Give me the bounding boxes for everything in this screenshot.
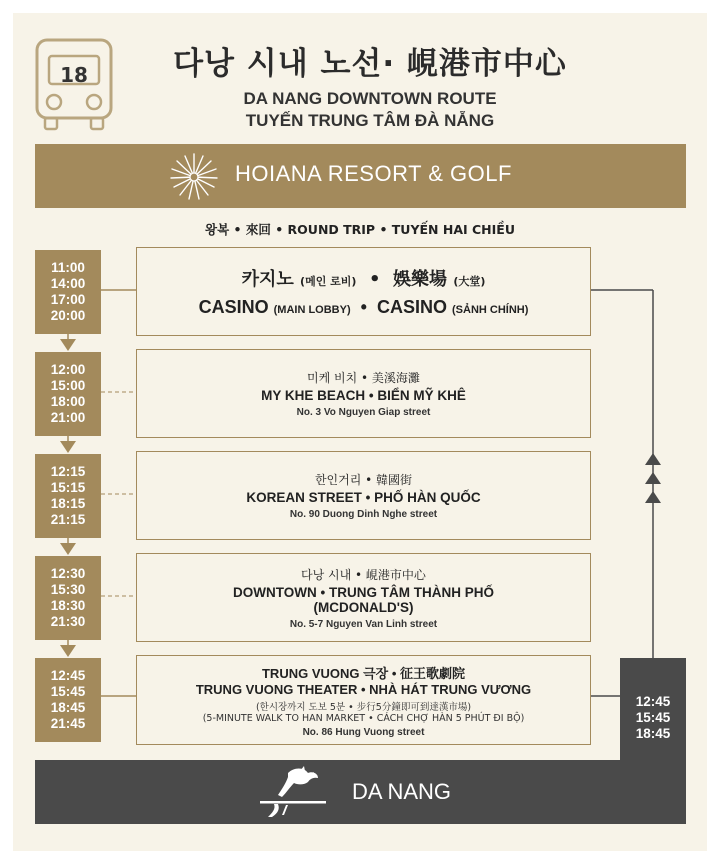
stop-name-native: 다낭 시내 • 峴港市中心 (301, 567, 426, 582)
stop-name: KOREAN STREET • PHỐ HÀN QUỐC (246, 490, 481, 505)
departure-time: 21:45 (50, 716, 86, 731)
stop-name: DOWNTOWN • TRUNG TÂM THÀNH PHỐ (233, 584, 494, 600)
stop-name-native: 카지노 (메인 로비) • 娛樂場 (大堂) (241, 269, 486, 290)
stop-times-3 (35, 454, 101, 538)
title-english: DA NANG DOWNTOWN ROUTE (243, 89, 497, 108)
route-number: 18 (60, 63, 88, 87)
return-time: 15:45 (635, 710, 671, 725)
departure-time: 12:30 (50, 566, 86, 581)
return-time: 12:45 (635, 694, 671, 709)
stop-name-native: TRUNG VUONG 극장 • 征王歌劇院 (261, 665, 465, 681)
stop-name-secondary: (MCDONALD'S) (313, 599, 414, 615)
stop-address: No. 90 Duong Dinh Nghe street (289, 509, 438, 520)
hoiana-logo-icon (168, 151, 220, 203)
departure-time: 18:30 (50, 598, 86, 613)
stop-note: (5-MINUTE WALK TO HAN MARKET • CÁCH CHỢ HÀN 5 PHÚT ĐI BỘ) (202, 712, 525, 724)
return-time: 18:45 (635, 726, 671, 741)
dragon-logo-icon (258, 765, 330, 819)
stop-address: No. 3 Vo Nguyen Giap street (296, 407, 431, 418)
stop-downtown (136, 553, 591, 642)
departure-time: 21:30 (50, 614, 86, 629)
origin-name: HOIANA RESORT & GOLF (235, 161, 512, 186)
stop-address: No. 5-7 Nguyen Van Linh street (289, 618, 438, 630)
destination-name: DA NANG (352, 779, 452, 804)
stop-name: TRUNG VUONG THEATER • NHÀ HÁT TRUNG VƯƠNG (195, 681, 532, 697)
departure-time: 15:15 (50, 480, 86, 495)
stop-korean-street (136, 451, 591, 540)
departure-time: 12:15 (50, 464, 86, 479)
stop-address: No. 86 Hung Vuong street (302, 726, 425, 738)
departure-time: 15:45 (50, 684, 86, 699)
stop-note-asian: (한시장까지 도보 5분 • 步行5分鐘即可到達漢市場) (255, 701, 472, 713)
departure-time: 14:00 (50, 276, 86, 291)
stop-trung-vuong-theater (136, 655, 591, 745)
page-title: 다낭 시내 노선· 峴港市中心 (173, 46, 567, 82)
stop-name-native: 미케 비치 • 美溪海灘 (307, 371, 420, 385)
departure-time: 18:00 (50, 394, 86, 409)
departure-time: 21:00 (50, 410, 86, 425)
stop-times-1 (35, 250, 101, 334)
stop-name: CASINO (MAIN LOBBY) • CASINO (SẢNH CHÍNH) (198, 297, 529, 317)
stop-my-khe-beach (136, 349, 591, 438)
departure-time: 21:15 (50, 512, 86, 527)
departure-time: 18:45 (50, 700, 86, 715)
route-type: 왕복 • 來回 • ROUND TRIP • TUYẾN HAI CHIỀU (205, 222, 515, 237)
departure-time: 15:30 (50, 582, 86, 597)
departure-time: 12:45 (50, 668, 86, 683)
stop-name-native: 한인거리 • 韓國街 (314, 473, 413, 487)
departure-time: 18:15 (50, 496, 86, 511)
departure-time: 20:00 (50, 308, 86, 323)
departure-time: 11:00 (51, 260, 85, 275)
departure-time: 15:00 (50, 378, 86, 393)
departure-time: 12:00 (50, 362, 86, 377)
departure-time: 17:00 (50, 292, 86, 307)
stop-times-4 (35, 556, 101, 640)
stop-name: MY KHE BEACH • BIỂN MỸ KHÊ (261, 388, 466, 403)
stop-times-5 (35, 658, 101, 742)
title-vietnamese: TUYẾN TRUNG TÂM ĐÀ NẴNG (245, 111, 495, 130)
stop-times-2 (35, 352, 101, 436)
stop-casino (136, 247, 591, 336)
